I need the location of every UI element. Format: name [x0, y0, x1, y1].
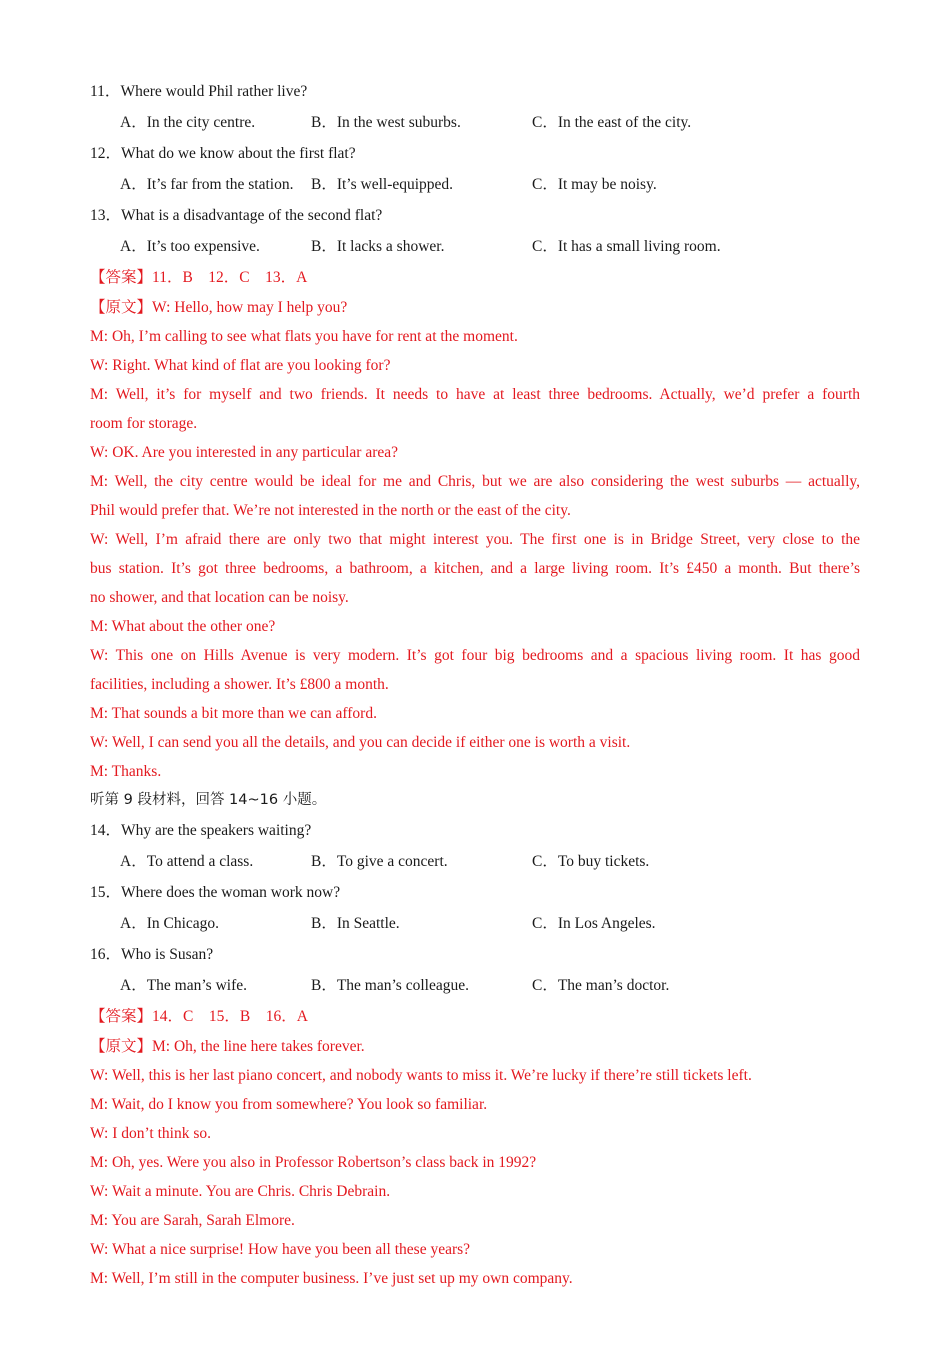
section-intro: 听第 9 段材料，回答 14~16 小题。 [90, 792, 327, 808]
question-stem: 12．What do we know about the first flat? [90, 145, 356, 162]
option-c: C．In the east of the city. [532, 114, 692, 131]
transcript [90, 1032, 860, 1293]
option-a: A．It’s far from the station. [120, 176, 294, 193]
transcript-line: M: Well, the city centre would be ideal for me and Chris, but we are also considering the west suburbs — actually, [90, 473, 860, 490]
question-block-13 [90, 202, 860, 264]
option-b: B．In the west suburbs. [311, 114, 461, 131]
transcript-line: facilities, including a shower. It’s £800 a month. [90, 676, 389, 693]
transcript-line: W: I don’t think so. [90, 1125, 211, 1142]
transcript [90, 293, 860, 786]
question-block-12 [90, 140, 860, 202]
transcript-line: M: Wait, do I know you from somewhere? You look so familiar. [90, 1096, 488, 1113]
question-block-16 [90, 941, 860, 1003]
option-b: B．To give a concert. [311, 853, 448, 870]
answer-label: 【答案】 [90, 269, 153, 286]
transcript-line: W: Well, I’m afraid there are only two that might interest you. The first one is in Bridge Street, very close to the [90, 531, 860, 548]
option-c: C．In Los Angeles. [532, 915, 656, 932]
answer-label: 【答案】 [90, 1008, 153, 1025]
transcript-line: bus station. It’s got three bedrooms, a bathroom, a kitchen, and a large living room. It’s £450 a month. But there’s [90, 560, 860, 577]
question-options [90, 109, 860, 140]
transcript-line: Phil would prefer that. We’re not interested in the north or the east of the city. [90, 502, 571, 519]
answer-line [90, 264, 860, 295]
transcript-line: M: You are Sarah, Sarah Elmore. [90, 1212, 295, 1229]
option-a: A．To attend a class. [120, 853, 254, 870]
question-stem: 16．Who is Susan? [90, 946, 214, 963]
option-c: C．It may be noisy. [532, 176, 657, 193]
option-c: C．The man’s doctor. [532, 977, 670, 994]
transcript-line: room for storage. [90, 415, 198, 432]
answer-text: 11．B 12．C 13．A [152, 269, 308, 286]
transcript-line: M: Oh, I’m calling to see what flats you have for rent at the moment. [90, 328, 518, 345]
option-b: B．In Seattle. [311, 915, 400, 932]
transcript-line: 【原文】W: Hello, how may I help you? [90, 299, 348, 316]
question-block-15 [90, 879, 860, 941]
transcript-line: W: OK. Are you interested in any particular area? [90, 444, 399, 461]
option-c: C．To buy tickets. [532, 853, 650, 870]
question-options [90, 233, 860, 264]
question-stem: 14．Why are the speakers waiting? [90, 822, 312, 839]
transcript-line: W: Right. What kind of flat are you looking for? [90, 357, 391, 374]
transcript-line: 【原文】M: Oh, the line here takes forever. [90, 1038, 365, 1055]
transcript-line: M: Well, I’m still in the computer business. I’ve just set up my own company. [90, 1270, 573, 1287]
transcript-line: W: Well, this is her last piano concert, and nobody wants to miss it. We’re lucky if there’re still tickets left. [90, 1067, 752, 1084]
transcript-line: M: What about the other one? [90, 618, 276, 635]
transcript-line: M: Well, it’s for myself and two friends. It needs to have at least three bedrooms. Actually, we’d prefer a fourth [90, 386, 860, 403]
question-options [90, 171, 860, 202]
transcript-line: W: What a nice surprise! How have you been all these years? [90, 1241, 471, 1258]
transcript-line: M: Oh, yes. Were you also in Professor Robertson’s class back in 1992? [90, 1154, 537, 1171]
question-options [90, 848, 860, 879]
transcript-line: W: Wait a minute. You are Chris. Chris Debrain. [90, 1183, 391, 1200]
answer-line [90, 1003, 860, 1034]
transcript-line: W: Well, I can send you all the details, and you can decide if either one is worth a visit. [90, 734, 631, 751]
question-options [90, 972, 860, 1003]
question-options [90, 910, 860, 941]
transcript-label: 【原文】 [90, 299, 153, 316]
option-c: C．It has a small living room. [532, 238, 721, 255]
option-a: A．In the city centre. [120, 114, 256, 131]
option-a: A．In Chicago. [120, 915, 220, 932]
option-b: B．It lacks a shower. [311, 238, 445, 255]
document-page [90, 78, 860, 1293]
question-stem: 11．Where would Phil rather live? [90, 83, 308, 100]
answer-text: 14．C 15．B 16．A [152, 1008, 308, 1025]
transcript-line: M: That sounds a bit more than we can afford. [90, 705, 377, 722]
option-b: B．The man’s colleague. [311, 977, 469, 994]
transcript-line: M: Thanks. [90, 763, 162, 780]
option-a: A．The man’s wife. [120, 977, 247, 994]
transcript-line: W: This one on Hills Avenue is very modern. It’s got four big bedrooms and a spacious living room. It has good [90, 647, 860, 664]
transcript-line: no shower, and that location can be noisy. [90, 589, 349, 606]
question-block-11 [90, 78, 860, 140]
option-b: B．It’s well-equipped. [311, 176, 454, 193]
question-stem: 15．Where does the woman work now? [90, 884, 341, 901]
transcript-label: 【原文】 [90, 1038, 153, 1055]
option-a: A．It’s too expensive. [120, 238, 260, 255]
question-block-14 [90, 817, 860, 879]
question-stem: 13．What is a disadvantage of the second flat? [90, 207, 383, 224]
